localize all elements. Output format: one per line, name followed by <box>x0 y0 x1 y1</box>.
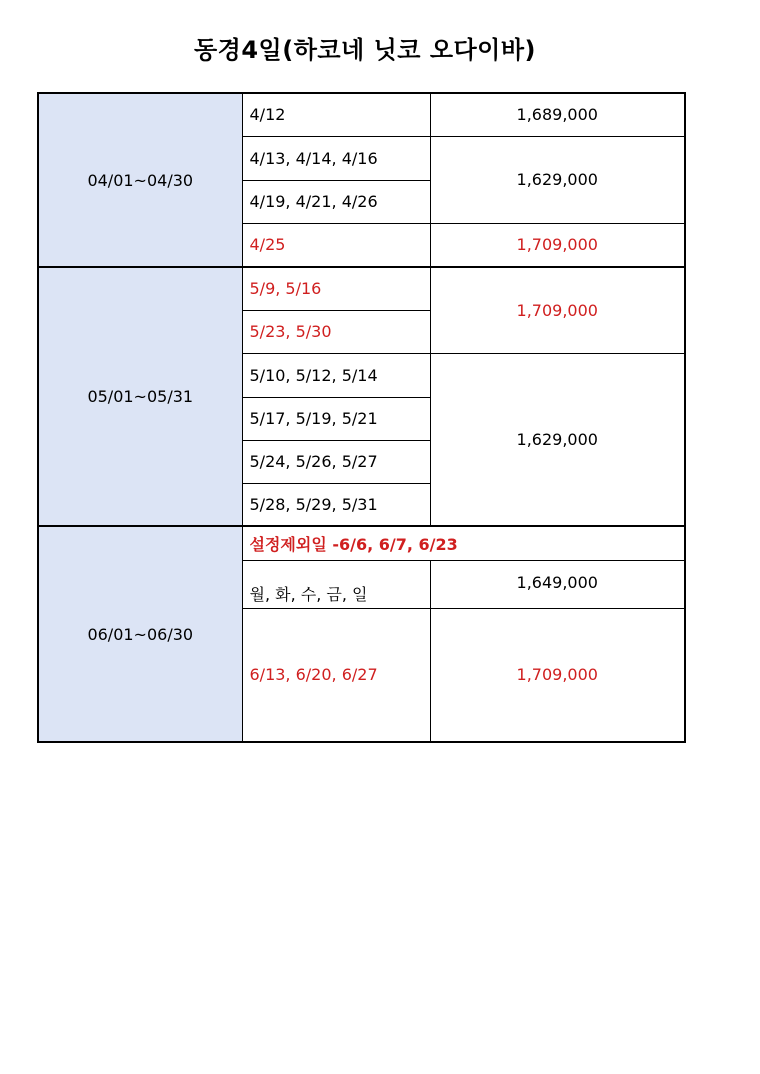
date-cell-highlight: 5/23, 5/30 <box>242 310 430 353</box>
price-cell-highlight: 1,709,000 <box>430 267 685 353</box>
period-cell-april: 04/01~04/30 <box>38 93 242 267</box>
date-cell-highlight: 6/13, 6/20, 6/27 <box>242 608 430 742</box>
period-cell-june: 06/01~06/30 <box>38 526 242 742</box>
price-cell: 1,689,000 <box>430 93 685 136</box>
date-cell: 월, 화, 수, 금, 일 <box>242 560 430 608</box>
table-row <box>38 526 685 560</box>
price-cell: 1,629,000 <box>430 353 685 526</box>
period-cell-may: 05/01~05/31 <box>38 267 242 526</box>
page-title: 동경4일(하코네 닛코 오다이바) <box>193 36 537 64</box>
date-cell: 5/24, 5/26, 5/27 <box>242 440 430 483</box>
date-cell: 4/19, 4/21, 4/26 <box>242 180 430 223</box>
date-cell-highlight: 5/9, 5/16 <box>242 267 430 310</box>
price-table <box>37 92 686 743</box>
price-cell-highlight: 1,709,000 <box>430 223 685 267</box>
price-cell-highlight: 1,709,000 <box>430 608 685 742</box>
price-cell: 1,629,000 <box>430 136 685 223</box>
date-cell: 4/12 <box>242 93 430 136</box>
price-cell: 1,649,000 <box>430 560 685 608</box>
date-cell: 4/13, 4/14, 4/16 <box>242 136 430 180</box>
table-row <box>38 93 685 136</box>
table-row <box>38 267 685 310</box>
date-cell: 5/28, 5/29, 5/31 <box>242 483 430 526</box>
date-cell: 5/10, 5/12, 5/14 <box>242 353 430 397</box>
date-cell: 5/17, 5/19, 5/21 <box>242 397 430 440</box>
date-cell-highlight: 4/25 <box>242 223 430 267</box>
excluded-dates-note: 설정제외일 -6/6, 6/7, 6/23 <box>242 526 685 560</box>
